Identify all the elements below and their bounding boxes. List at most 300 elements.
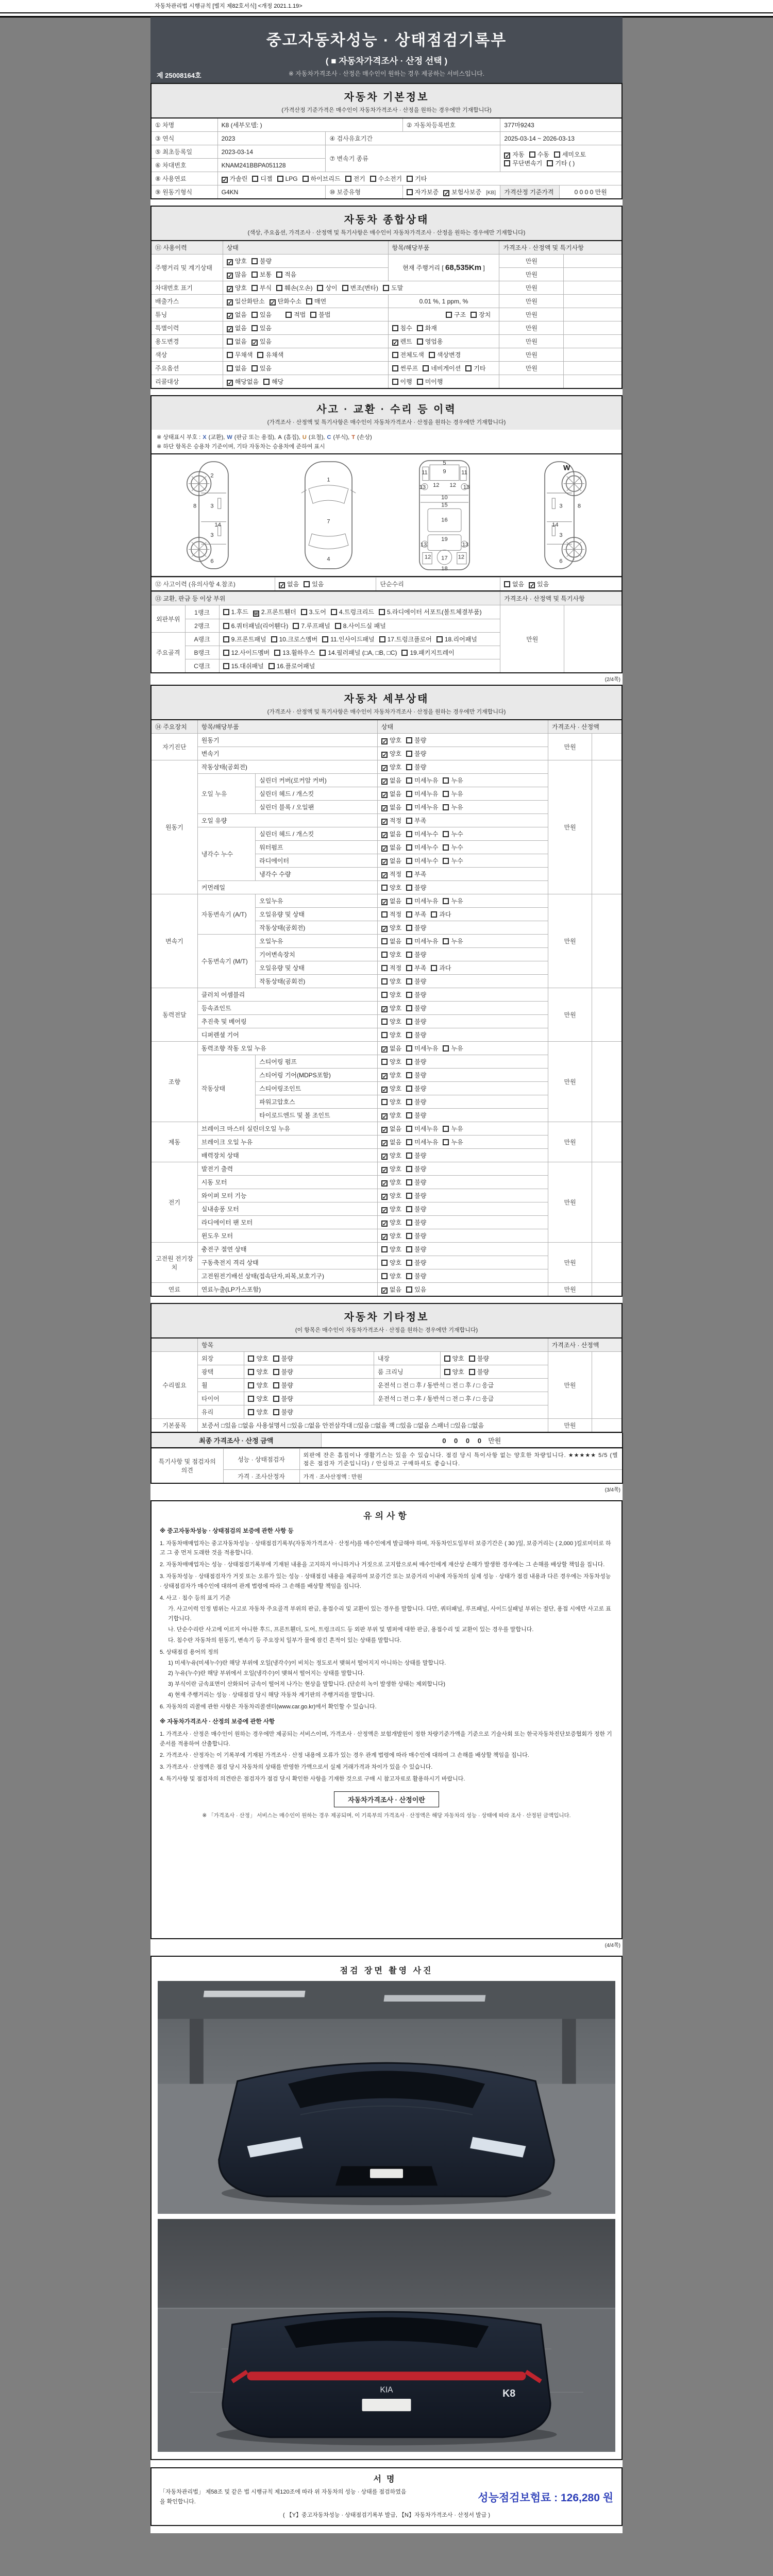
table-row — [151, 335, 622, 348]
checkbox-checked[interactable]: ✓ — [382, 1181, 388, 1187]
checkbox[interactable] — [406, 1099, 412, 1105]
checkbox-checked[interactable]: ✓ — [382, 1087, 388, 1093]
notes-cell — [592, 1352, 622, 1419]
checkbox-checked[interactable]: ✓ — [393, 340, 398, 346]
checkbox[interactable] — [443, 898, 449, 904]
checkbox[interactable] — [301, 609, 307, 615]
checkbox[interactable] — [223, 636, 229, 642]
checkbox[interactable] — [392, 352, 398, 358]
checkbox[interactable] — [406, 1139, 412, 1145]
checkbox[interactable] — [443, 1126, 449, 1132]
state-options — [377, 948, 548, 961]
checkbox[interactable] — [285, 312, 292, 318]
checkbox[interactable] — [248, 1355, 254, 1362]
option — [406, 1231, 426, 1240]
checkbox-checked[interactable]: ✓ — [382, 806, 388, 812]
checkbox[interactable] — [406, 1206, 412, 1212]
option — [227, 310, 247, 319]
checkbox[interactable] — [406, 885, 412, 891]
checkbox[interactable] — [443, 804, 449, 810]
item-label: 등속죠인트 — [197, 1002, 377, 1015]
checkbox-checked[interactable]: ✓ — [382, 779, 388, 785]
checkbox-checked[interactable]: ✓ — [382, 819, 388, 825]
option-label: 불량 — [477, 1368, 489, 1376]
checkbox-checked[interactable]: ✓ — [227, 300, 232, 306]
option — [406, 1272, 426, 1280]
checkbox-checked[interactable]: ✓ — [382, 792, 388, 799]
state-options — [377, 1202, 548, 1216]
panel-number: 7 — [327, 518, 330, 525]
checkbox-checked[interactable]: ✓ — [382, 1154, 388, 1160]
special-history-label: 특별이력 — [151, 321, 223, 335]
checkbox[interactable] — [303, 176, 309, 182]
checkbox[interactable] — [406, 1219, 412, 1226]
item-label: 작동상태(공회전) — [256, 975, 378, 988]
checkbox[interactable] — [443, 938, 449, 944]
checkbox[interactable] — [257, 352, 263, 358]
checkbox[interactable] — [406, 1153, 412, 1159]
checkbox[interactable] — [443, 1139, 449, 1145]
checkbox[interactable] — [443, 844, 449, 851]
checkbox[interactable] — [443, 777, 449, 784]
option — [227, 297, 265, 306]
checkbox-checked[interactable]: ✓ — [382, 1047, 388, 1053]
checkbox[interactable] — [547, 160, 553, 166]
checkbox-checked[interactable]: ✓ — [382, 1167, 388, 1174]
option-label: 누유 — [451, 1139, 463, 1146]
checkbox[interactable] — [251, 312, 258, 318]
panel-number: 13 — [419, 484, 426, 490]
table-row — [151, 321, 622, 335]
item-label: 오일누유 — [256, 894, 378, 908]
checkbox-checked[interactable]: ✓ — [382, 926, 388, 933]
checkbox[interactable] — [554, 151, 560, 158]
checkbox[interactable] — [406, 1005, 412, 1011]
checkbox[interactable] — [407, 189, 413, 195]
price-cell: 만원 — [548, 1122, 592, 1162]
option-label: 미세누유 — [414, 897, 439, 905]
checkbox[interactable] — [406, 1059, 412, 1065]
checkbox[interactable] — [406, 858, 412, 864]
checkbox[interactable] — [504, 581, 510, 587]
option — [406, 1057, 426, 1066]
option-label: 수동 — [537, 150, 549, 158]
notice-line: 1. 자동차매매업자는 중고자동차성능 · 상태점검기록부(자동차가격조사 · 산정서)를 매수인에게 발급해야 하며, 자동차인도일부터 보증기간은 ( 30 )일, 보증거리는 ( 2,000 )킬로미터로 하고 그 중 먼저 도래한 것을 적용합니다. — [160, 1540, 611, 1556]
checkbox-checked[interactable]: ✓ — [222, 177, 227, 183]
checkbox[interactable] — [444, 1355, 450, 1362]
notes-cell — [592, 894, 622, 988]
option — [406, 1017, 426, 1026]
state-options — [377, 1243, 548, 1256]
option-label: 상이 — [325, 284, 338, 292]
checkbox[interactable] — [271, 636, 277, 642]
checkbox[interactable] — [446, 312, 452, 318]
checkbox[interactable] — [406, 751, 412, 757]
checkbox[interactable] — [406, 1126, 412, 1132]
panel-number: 13 — [463, 484, 470, 490]
checkbox-checked[interactable]: ✓ — [227, 286, 232, 293]
checkbox[interactable] — [381, 1059, 388, 1065]
checkbox[interactable] — [227, 365, 233, 371]
checkbox-checked[interactable]: ✓ — [382, 859, 388, 866]
opinions-table — [150, 1448, 623, 1484]
checkbox[interactable] — [406, 992, 412, 998]
table-row — [151, 118, 622, 132]
option — [303, 174, 341, 183]
checkbox[interactable] — [406, 791, 412, 797]
checkbox[interactable] — [406, 1112, 412, 1118]
panel-number: 6 — [559, 558, 563, 565]
checkbox[interactable] — [306, 298, 312, 304]
panel-number: 13 — [462, 541, 469, 548]
state-options — [377, 894, 548, 908]
checkbox[interactable] — [251, 325, 258, 331]
checkbox[interactable] — [273, 1409, 279, 1415]
checkbox[interactable] — [383, 285, 389, 291]
page-marker: (4/4쪽) — [604, 1943, 620, 1948]
checkbox-checked[interactable]: ✓ — [382, 1221, 388, 1227]
checkbox[interactable] — [406, 1260, 412, 1266]
item-label: 디퍼렌셜 기어 — [197, 1028, 377, 1042]
option — [317, 283, 337, 292]
checkbox-checked[interactable]: ✓ — [382, 1208, 388, 1214]
checkbox[interactable] — [251, 272, 258, 278]
checkbox[interactable] — [322, 636, 328, 642]
option-label: 누유 — [451, 1045, 463, 1052]
checkbox-checked[interactable]: ✓ — [227, 327, 232, 333]
checkbox[interactable] — [436, 636, 443, 642]
checkbox[interactable] — [381, 978, 388, 985]
item-label: 오일유량 및 상태 — [256, 961, 378, 975]
checkbox-checked[interactable]: ✓ — [382, 1127, 388, 1133]
checkbox[interactable] — [406, 1019, 412, 1025]
checkbox[interactable] — [406, 1166, 412, 1172]
checkbox-checked[interactable]: ✓ — [382, 739, 388, 745]
checkbox-checked[interactable]: ✓ — [227, 260, 232, 266]
checkbox-checked[interactable]: ✓ — [382, 1141, 388, 1147]
notice-line: 1. 가격조사 · 산정은 매수인이 원하는 경우에만 제공되는 서비스이며, 가격조사 · 산정액은 보험개발원이 정한 차량기준가액을 기준으로 기술사회 또는 한국자동차진단보증협회가 정한 기준서를 적용하여 산출합니다. — [160, 1731, 612, 1747]
checkbox[interactable] — [469, 1355, 475, 1362]
checkbox[interactable] — [273, 1396, 279, 1402]
checkbox-checked[interactable]: ✓ — [382, 1114, 388, 1120]
checkbox[interactable] — [406, 1179, 412, 1185]
option-label: 양호 — [256, 1409, 268, 1416]
checkbox[interactable] — [423, 365, 429, 371]
checkbox[interactable] — [248, 1382, 254, 1388]
checkbox[interactable] — [406, 871, 412, 877]
item-label: 원동기 — [197, 734, 377, 747]
checkbox[interactable] — [443, 858, 449, 864]
table-row — [151, 362, 622, 375]
checkbox-checked[interactable]: ✓ — [382, 873, 388, 879]
checkbox-checked[interactable]: ✓ — [382, 1007, 388, 1013]
checkbox[interactable] — [381, 1099, 388, 1105]
checkbox[interactable] — [392, 379, 398, 385]
usage-change-label: 용도변경 — [151, 335, 223, 348]
option — [227, 364, 247, 372]
checkbox[interactable] — [444, 1369, 450, 1375]
checkbox[interactable] — [407, 176, 413, 182]
checkbox[interactable] — [406, 1193, 412, 1199]
checkbox[interactable] — [392, 365, 398, 371]
recall-items — [388, 375, 499, 389]
usage-change-options — [223, 335, 388, 348]
checkbox[interactable] — [406, 777, 412, 784]
checkbox[interactable] — [381, 952, 388, 958]
checkbox[interactable] — [304, 581, 310, 587]
checkbox[interactable] — [392, 325, 398, 331]
checkbox[interactable] — [406, 804, 412, 810]
checkbox[interactable] — [504, 160, 510, 166]
table-row — [151, 132, 622, 145]
option — [279, 580, 299, 588]
checkbox[interactable] — [406, 938, 412, 944]
option — [465, 364, 485, 372]
checkbox-checked[interactable]: ✓ — [382, 846, 388, 852]
legend-desc: (손상) — [355, 434, 372, 440]
checkbox[interactable] — [381, 885, 388, 891]
checkbox[interactable] — [248, 1369, 254, 1375]
checkbox-checked[interactable]: ✓ — [227, 273, 232, 279]
regno-label: ② 자동차등록번호 — [402, 118, 500, 132]
option-label: 없음 — [389, 804, 402, 811]
option-label: 불량 — [414, 1219, 427, 1226]
option-label: 없음 — [389, 1139, 402, 1146]
checkbox-checked[interactable]: ✓ — [280, 583, 285, 589]
checkbox[interactable] — [379, 636, 385, 642]
checkbox[interactable] — [401, 650, 408, 656]
checkbox[interactable] — [529, 151, 535, 158]
checkbox[interactable] — [276, 272, 282, 278]
table-row — [151, 185, 622, 199]
checkbox[interactable] — [406, 925, 412, 931]
checkbox[interactable] — [417, 338, 423, 345]
checkbox[interactable] — [274, 650, 280, 656]
checkbox[interactable] — [273, 1355, 279, 1362]
checkbox[interactable] — [331, 609, 337, 615]
state-options — [377, 921, 548, 935]
checkbox[interactable] — [227, 352, 233, 358]
checkbox[interactable] — [417, 325, 423, 331]
checkbox[interactable] — [406, 1233, 412, 1239]
checkbox[interactable] — [381, 1019, 388, 1025]
option-label: 불량 — [414, 1259, 427, 1266]
checkbox[interactable] — [276, 285, 282, 291]
rank-part-options — [219, 605, 500, 619]
checkbox[interactable] — [310, 312, 316, 318]
option — [263, 377, 283, 386]
checkbox[interactable] — [406, 911, 412, 918]
option-label: 부족 — [414, 871, 427, 878]
checkbox[interactable] — [406, 844, 412, 851]
item-label: 고전원전기배선 상태(접속단자,피복,보호기구) — [197, 1269, 377, 1283]
checkbox[interactable] — [251, 365, 258, 371]
checkbox-checked[interactable]: ✓ — [382, 1288, 388, 1294]
checkbox[interactable] — [443, 1045, 449, 1052]
checkbox[interactable] — [223, 650, 229, 656]
option-label: 3.도어 — [309, 608, 326, 616]
option — [248, 1381, 268, 1389]
mileage-state-options — [223, 255, 388, 268]
checkbox[interactable] — [320, 650, 326, 656]
option-label: 8.사이드실 패널 — [343, 622, 386, 630]
option-label: 없음 — [389, 857, 402, 865]
checkbox[interactable] — [381, 1273, 388, 1279]
option — [381, 829, 401, 838]
table-row — [151, 1162, 622, 1176]
option — [443, 1138, 463, 1146]
checkbox-checked[interactable]: ✓ — [270, 300, 275, 306]
checkbox[interactable] — [406, 952, 412, 958]
table-row — [151, 1042, 622, 1055]
price-cell: 만원 — [499, 335, 564, 348]
checkbox[interactable] — [381, 965, 388, 971]
year-label: ③ 연식 — [151, 132, 217, 145]
checkbox[interactable] — [431, 965, 437, 971]
checkbox-checked[interactable]: ✓ — [505, 152, 510, 159]
checkbox[interactable] — [443, 791, 449, 797]
item-label: 실린더 커버(로커암 커버) — [256, 774, 378, 787]
checkbox[interactable] — [342, 285, 348, 291]
checkbox[interactable] — [317, 285, 323, 291]
option — [381, 856, 401, 865]
checkbox[interactable] — [465, 365, 472, 371]
checkbox-checked[interactable]: ✓ — [382, 1194, 388, 1200]
checkbox[interactable] — [273, 1369, 279, 1375]
checkbox-checked[interactable]: ✓ — [530, 583, 535, 589]
checkbox[interactable] — [429, 352, 435, 358]
item-label: 스티어링 기어(MDPS포함) — [256, 1069, 378, 1082]
checkbox[interactable] — [223, 663, 229, 669]
checkbox[interactable] — [293, 623, 299, 629]
col-price: 가격조사 · 산정액 — [548, 1338, 622, 1352]
option — [381, 1071, 401, 1079]
notes-cell — [564, 605, 622, 673]
option-label: 불량 — [414, 1085, 427, 1092]
option — [443, 188, 481, 196]
checkbox[interactable] — [248, 1409, 254, 1415]
checkbox[interactable] — [277, 176, 283, 182]
legend-symbol: T — [351, 434, 355, 440]
checkbox[interactable] — [268, 663, 275, 669]
checkbox-checked[interactable]: ✓ — [252, 340, 258, 346]
option — [406, 990, 426, 999]
checkbox[interactable] — [406, 764, 412, 770]
exchange-price-label: 가격조사 · 산정액 및 특기사항 — [500, 592, 622, 605]
checkbox[interactable] — [263, 379, 270, 385]
checkbox[interactable] — [248, 1396, 254, 1402]
option-label: 2.프론트휀더 — [261, 608, 296, 616]
checkbox[interactable] — [381, 911, 388, 918]
checkbox[interactable] — [406, 1286, 412, 1293]
option-label: 유채색 — [265, 351, 284, 359]
panel-number: 8 — [193, 503, 197, 510]
checkbox[interactable] — [227, 338, 233, 345]
checkbox-checked[interactable]: ✓ — [382, 752, 388, 758]
checkbox[interactable] — [223, 623, 229, 629]
option — [423, 364, 461, 372]
checkbox[interactable] — [406, 1032, 412, 1038]
checkbox[interactable] — [406, 1086, 412, 1092]
checkbox[interactable] — [251, 285, 258, 291]
checkbox[interactable] — [335, 623, 341, 629]
inspector-opinion: 외판에 잔은 흠집이나 생활기스는 있을 수 있습니다. 점검 당시 특이사항 없는 양호한 차량입니다. ★★★★★ 5/5 (별점은 점검자 기준입니다) / 안심하고 구매하셔도 좋습니다. — [299, 1449, 623, 1470]
checkbox[interactable] — [406, 818, 412, 824]
checkbox[interactable] — [406, 1246, 412, 1252]
option-label: 미세누수 — [414, 857, 439, 865]
checkbox[interactable] — [406, 898, 412, 904]
checkbox[interactable] — [406, 965, 412, 971]
checkbox[interactable] — [381, 1032, 388, 1038]
checkbox[interactable] — [379, 609, 385, 615]
checkbox-checked[interactable]: ✓ — [382, 833, 388, 839]
checkbox[interactable] — [273, 1382, 279, 1388]
option-label: 기타 — [415, 175, 427, 182]
option-label: 양호 — [389, 1246, 402, 1253]
checkbox[interactable] — [381, 938, 388, 944]
checkbox[interactable] — [406, 831, 412, 837]
checkbox[interactable] — [443, 831, 449, 837]
checkbox[interactable] — [381, 1260, 388, 1266]
checkbox[interactable] — [381, 992, 388, 998]
option — [406, 803, 438, 811]
checkbox-checked[interactable]: ✓ — [227, 380, 232, 386]
checkbox[interactable] — [251, 258, 258, 264]
device-group-label: 조향 — [151, 1042, 197, 1122]
option-label: 부족 — [414, 817, 427, 824]
checkbox-checked[interactable]: ✓ — [382, 900, 388, 906]
checkbox-checked[interactable]: ✓ — [382, 766, 388, 772]
checkbox[interactable] — [406, 1072, 412, 1078]
option-label: 양호 — [389, 1112, 402, 1119]
option-label: 양호 — [256, 1395, 268, 1402]
checkbox[interactable] — [406, 978, 412, 985]
table-row — [151, 578, 622, 591]
checkbox-w-marked[interactable]: W — [253, 611, 259, 617]
option — [406, 762, 426, 771]
notice-line: 2. 가격조사 · 산정자는 이 기록부에 기재된 가격조사 · 산정 내용에 오류가 있는 경우 관계 법령에 따라 매수인에 대하여 그 손해를 배상할 책임을 집니다. — [160, 1752, 529, 1759]
signature-statement — [160, 2487, 409, 2506]
checkbox[interactable] — [370, 176, 376, 182]
option — [381, 1097, 401, 1106]
checkbox[interactable] — [252, 176, 258, 182]
option-label: 미세누유 — [414, 790, 439, 798]
checkbox[interactable] — [223, 609, 229, 615]
accident-note2: ※ 하단 항목은 승용차 기준이며, 기타 자동차는 승용차에 준하여 표시 — [157, 444, 325, 450]
checkbox-checked[interactable]: ✓ — [444, 191, 449, 197]
checkbox[interactable] — [406, 737, 412, 743]
checkbox[interactable] — [406, 1045, 412, 1052]
option-label: 누수 — [451, 857, 463, 865]
checkbox[interactable] — [470, 312, 477, 318]
option — [392, 364, 418, 372]
checkbox-checked[interactable]: ✓ — [382, 1074, 388, 1080]
checkbox-checked[interactable]: ✓ — [382, 1234, 388, 1241]
option-label: 양호 — [389, 1085, 402, 1092]
checkbox[interactable] — [417, 379, 423, 385]
checkbox[interactable] — [469, 1369, 475, 1375]
checkbox-checked[interactable]: ✓ — [227, 313, 232, 319]
option — [444, 1367, 464, 1376]
option-label: 기타 ( ) — [555, 159, 575, 167]
item-label: 냉각수 수량 — [256, 868, 378, 881]
checkbox[interactable] — [381, 1246, 388, 1252]
option — [253, 607, 296, 617]
notice-line: 나. 단순수리란 사고에 이르지 아니한 후드, 프론트휀더, 도어, 트렁크리드 등 외판 부위 및 범퍼에 대한 판금, 용접수리 및 교환이 있는 경우를 말합니다. — [168, 1626, 534, 1633]
checkbox[interactable] — [345, 176, 351, 182]
checkbox[interactable] — [406, 1273, 412, 1279]
checkbox[interactable] — [431, 911, 437, 918]
